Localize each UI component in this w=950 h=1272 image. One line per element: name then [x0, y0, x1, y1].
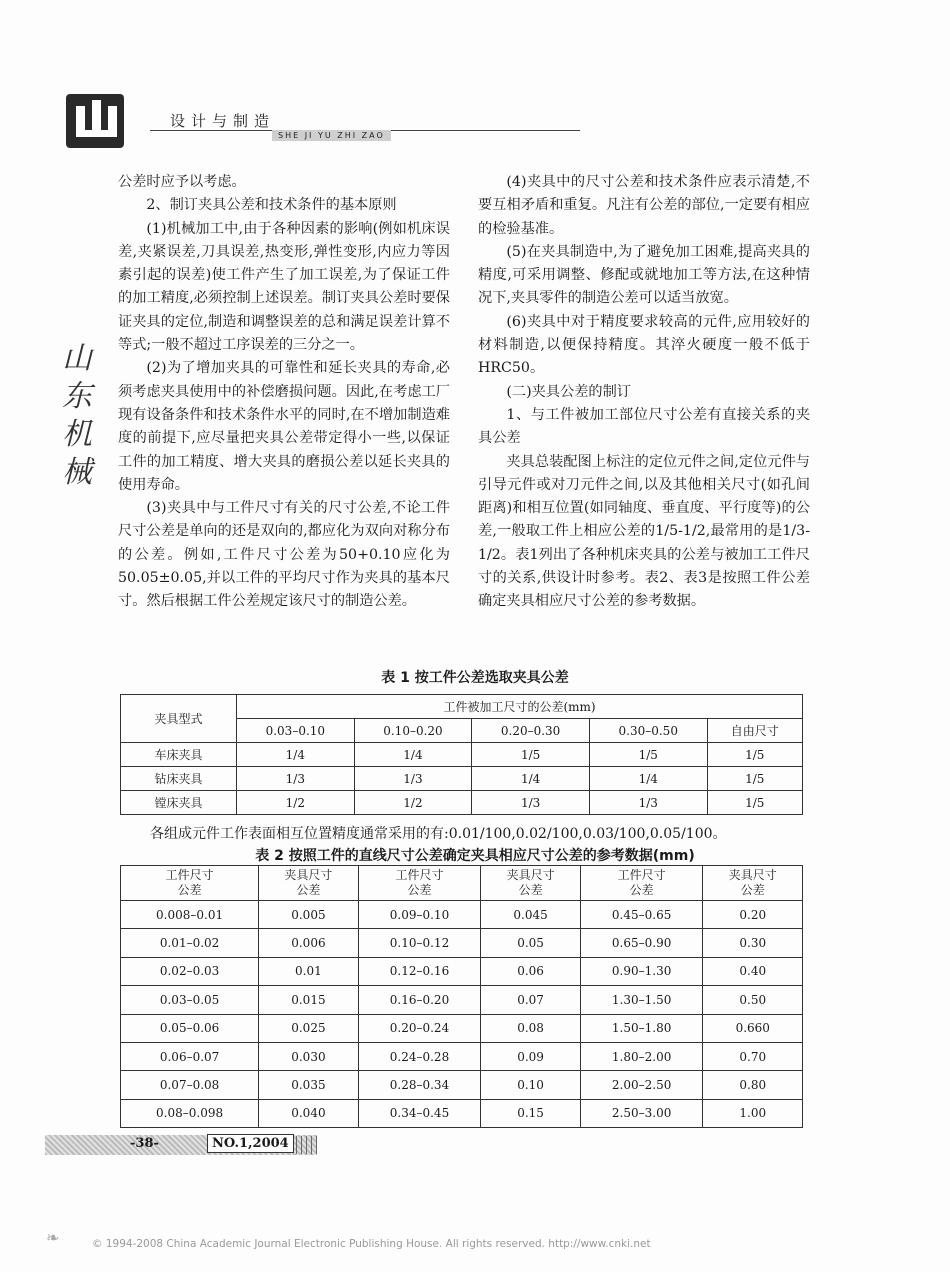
left-column	[118, 171, 450, 614]
table-cell: 0.45–0.65	[580, 901, 703, 929]
table-cell: 0.045	[481, 901, 580, 929]
table-row	[121, 1042, 803, 1070]
table-row	[121, 1014, 803, 1042]
paragraph: (4)夹具中的尺寸公差和技术条件应表示清楚,不要互相矛盾和重复。凡注有公差的部位,一定要有相应的检验基准。	[478, 174, 810, 237]
table-cell: 0.30	[703, 929, 803, 957]
table-cell: 0.65–0.90	[580, 929, 703, 957]
table-cell: 0.06	[481, 957, 580, 985]
table-cell: 1/3	[589, 791, 707, 815]
table-cell: 0.040	[259, 1099, 358, 1127]
table-cell: 0.030	[259, 1042, 358, 1070]
table-cell: 0.28–0.34	[358, 1071, 481, 1099]
table-cell: 1/2	[354, 791, 472, 815]
table-cell: 0.10–0.12	[358, 929, 481, 957]
paragraph: 夹具总装配图上标注的定位元件之间,定位元件与引导元件或对刀元件之间,以及其他相关尺寸(如孔间距离)和相互位置(如同轴度、垂直度、平行度等)的公差,一般取工件上相应公差的1/5-1/2,最常用的是1/3-1/2。表1列出了各种机床夹具的公差与被加工工件尺寸的关系,供设计时参考。表2、表3是按照工件公差确定夹具相应尺寸公差的参考数据。	[478, 453, 810, 610]
table2-col-header: 工件尺寸 公差	[121, 866, 259, 901]
table-cell: 1.50–1.80	[580, 1014, 703, 1042]
table1-col-header: 自由尺寸	[707, 719, 802, 743]
table-cell: 0.08	[481, 1014, 580, 1042]
table-cell: 1/3	[354, 767, 472, 791]
precision-note: 各组成元件工作表面相互位置精度通常采用的有:0.01/100,0.02/100,0.03/100,0.05/100。	[150, 826, 727, 842]
section-title: 设计与制造	[170, 112, 276, 130]
table-cell: 0.02–0.03	[121, 957, 259, 985]
table-cell: 0.08–0.098	[121, 1099, 259, 1127]
table-cell: 2.00–2.50	[580, 1071, 703, 1099]
table2-col-header: 夹具尺寸 公差	[481, 866, 580, 901]
table-row	[121, 901, 803, 929]
table-cell: 1/5	[472, 743, 590, 767]
table-cell: 0.09–0.10	[358, 901, 481, 929]
table-cell: 1/5	[707, 767, 802, 791]
table-cell: 1/5	[707, 743, 802, 767]
page-number: -38-	[130, 1136, 159, 1151]
paragraph: (3)夹具中与工件尺寸有关的尺寸公差,不论工件尺寸公差是单向的还是双向的,都应化为双向对称分布的公差。例如,工件尺寸公差为50+0.10应化为50.05±0.05,并以工件的平均尺寸作为夹具的基本尺寸。然后根据工件公差规定该尺寸的制造公差。	[118, 500, 450, 610]
table2-col-header: 夹具尺寸 公差	[259, 866, 358, 901]
table-cell: 1/5	[589, 743, 707, 767]
paragraph: 公差时应予以考虑。	[118, 174, 246, 190]
table-cell: 0.006	[259, 929, 358, 957]
table-cell: 0.05–0.06	[121, 1014, 259, 1042]
table-row	[121, 767, 803, 791]
table-row	[121, 791, 803, 815]
table2-caption: 表 2 按照工件的直线尺寸公差确定夹具相应尺寸公差的参考数据(mm)	[255, 848, 695, 864]
table-cell: 0.50	[703, 986, 803, 1014]
table1-col-header: 0.20–0.30	[472, 719, 590, 743]
table-cell: 0.025	[259, 1014, 358, 1042]
table-cell: 0.01	[259, 957, 358, 985]
table2-col-header: 工件尺寸 公差	[580, 866, 703, 901]
paragraph: (2)为了增加夹具的可靠性和延长夹具的寿命,必须考虑夹具使用中的补偿磨损问题。因此,在考虑工厂现有设备条件和技术条件水平的同时,在不增加制造难度的前提下,应尽量把夹具公差带定得小一些,以保证工件的加工精度、增大夹具的磨损公差以延长夹具的使用寿命。	[118, 360, 450, 493]
subheading: 1、与工件被加工部位尺寸公差有直接关系的夹具公差	[478, 406, 810, 447]
table-cell: 车床夹具	[121, 743, 237, 767]
table-row	[121, 986, 803, 1014]
right-column	[478, 171, 810, 614]
table-cell: 1/4	[354, 743, 472, 767]
paragraph: (6)夹具中对于精度要求较高的元件,应用较好的材料制造,以便保持精度。其淬火硬度一般不低于HRC50。	[478, 313, 810, 377]
table-cell: 0.90–1.30	[580, 957, 703, 985]
table-cell: 0.12–0.16	[358, 957, 481, 985]
table-row	[121, 1071, 803, 1099]
table1-col-header: 0.03–0.10	[237, 719, 355, 743]
table-cell: 0.15	[481, 1099, 580, 1127]
table1-caption: 表 1 按工件公差选取夹具公差	[381, 670, 569, 686]
table-cell: 1/2	[237, 791, 355, 815]
table-cell: 0.06–0.07	[121, 1042, 259, 1070]
table1	[120, 694, 803, 815]
table-cell: 0.24–0.28	[358, 1042, 481, 1070]
table-cell: 0.660	[703, 1014, 803, 1042]
table-row	[121, 957, 803, 985]
table-cell: 镗床夹具	[121, 791, 237, 815]
section-pinyin: SHE JI YU ZHI ZAO	[272, 130, 391, 141]
table-cell: 0.20	[703, 901, 803, 929]
table2-col-header: 工件尺寸 公差	[358, 866, 481, 901]
table-cell: 0.80	[703, 1071, 803, 1099]
table2	[120, 865, 803, 1128]
table-row	[121, 1099, 803, 1127]
table-cell: 0.10	[481, 1071, 580, 1099]
table-cell: 2.50–3.00	[580, 1099, 703, 1127]
subheading: 2、制订夹具公差和技术条件的基本原则	[146, 197, 397, 214]
table-cell: 1/5	[707, 791, 802, 815]
journal-logo	[62, 86, 132, 156]
footer-barcode	[296, 1136, 320, 1154]
table-cell: 0.09	[481, 1042, 580, 1070]
table-cell: 1/4	[237, 743, 355, 767]
table-cell: 1/3	[472, 791, 590, 815]
issue-label: NO.1,2004	[207, 1134, 294, 1153]
table-cell: 0.40	[703, 957, 803, 985]
table-cell: 1.80–2.00	[580, 1042, 703, 1070]
table-cell: 0.05	[481, 929, 580, 957]
table1-col-header: 0.10–0.20	[354, 719, 472, 743]
table-cell: 0.16–0.20	[358, 986, 481, 1014]
table-cell: 0.015	[259, 986, 358, 1014]
table-cell: 1.30–1.50	[580, 986, 703, 1014]
table-cell: 1/4	[589, 767, 707, 791]
table-cell: 1/3	[237, 767, 355, 791]
table2-col-header: 夹具尺寸 公差	[703, 866, 803, 901]
table-cell: 1.00	[703, 1099, 803, 1127]
table1-group-header: 工件被加工尺寸的公差(mm)	[237, 695, 803, 719]
table-cell: 0.07	[481, 986, 580, 1014]
table1-col-header: 0.30–0.50	[589, 719, 707, 743]
table-row	[121, 929, 803, 957]
table-cell: 钻床夹具	[121, 767, 237, 791]
paragraph: (5)在夹具制造中,为了避免加工困难,提高夹具的精度,可采用调整、修配或就地加工等方法,在这种情况下,夹具零件的制造公差可以适当放宽。	[478, 243, 810, 307]
cnki-logo-icon: ❧	[46, 1228, 60, 1247]
copyright-line: © 1994-2008 China Academic Journal Electronic Publishing House. All rights reserved. http://www.cnki.net	[92, 1238, 651, 1250]
table-cell: 0.008–0.01	[121, 901, 259, 929]
paragraph: (1)机械加工中,由于各种因素的影响(例如机床误差,夹紧误差,刀具误差,热变形,弹性变形,内应力等因素引起的误差)使工件产生了加工误差,为了保证工件的加工精度,必须控制上述误差。制订夹具公差时要保证夹具的定位,制造和调整误差的总和满足误差计算不等式;一般不超过工序误差的三分之一。	[118, 220, 450, 354]
table-cell: 0.20–0.24	[358, 1014, 481, 1042]
table-cell: 0.035	[259, 1071, 358, 1099]
table-cell: 0.01–0.02	[121, 929, 259, 957]
table-cell: 0.03–0.05	[121, 986, 259, 1014]
vertical-journal-title: 山东机械	[62, 341, 92, 490]
table-cell: 0.70	[703, 1042, 803, 1070]
table-row	[121, 743, 803, 767]
table-cell: 0.34–0.45	[358, 1099, 481, 1127]
table-cell: 1/4	[472, 767, 590, 791]
table1-row-header: 夹具型式	[121, 695, 237, 743]
table-cell: 0.07–0.08	[121, 1071, 259, 1099]
subheading: (二)夹具公差的制订	[506, 383, 631, 400]
table-cell: 0.005	[259, 901, 358, 929]
